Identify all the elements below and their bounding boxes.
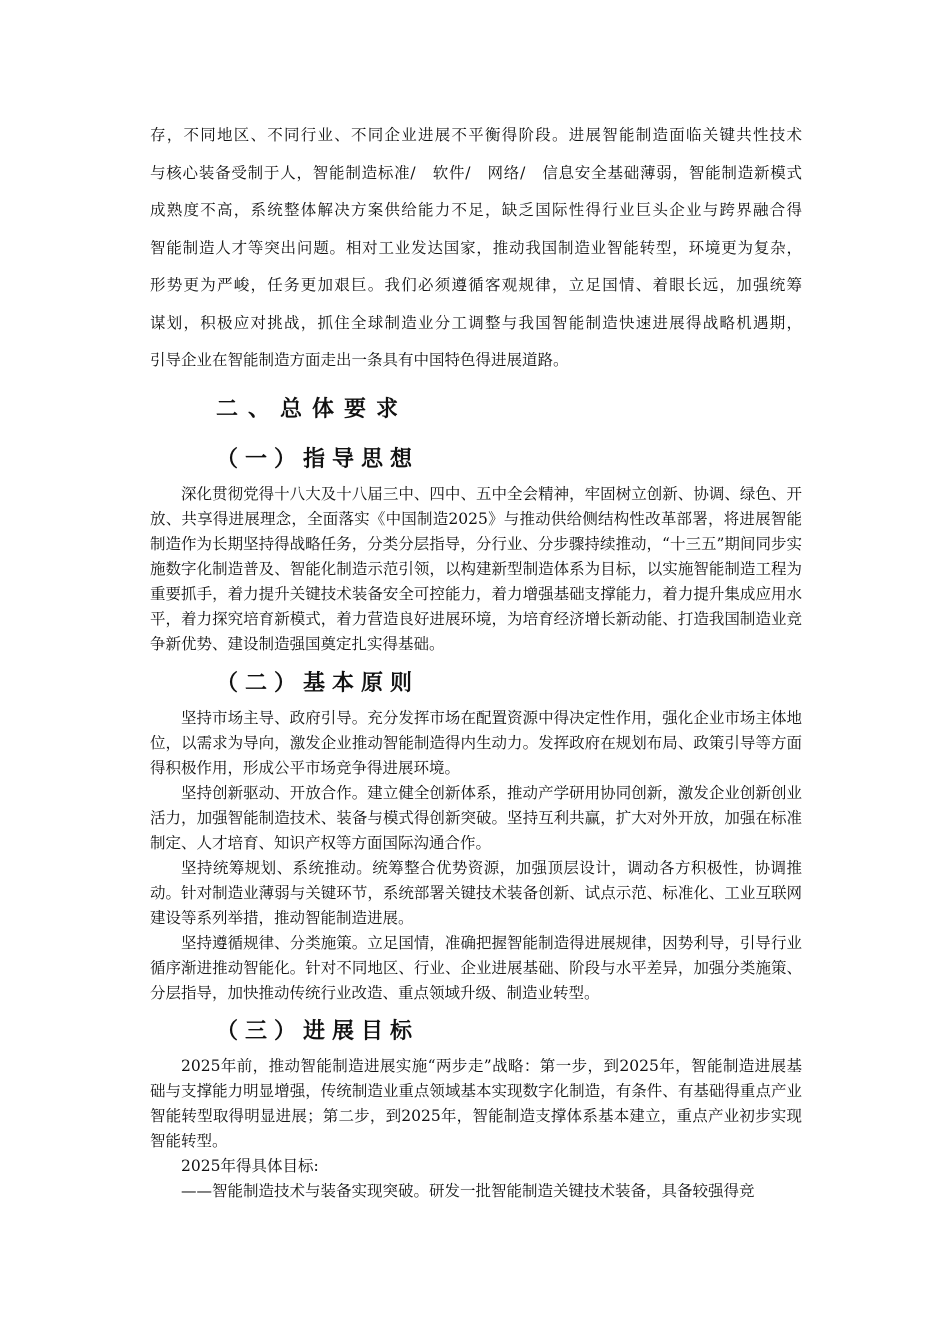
intro-line: 智能制造人才等突出问题。相对工业发达国家，推动我国制造业智能转型，环境更为复杂， — [150, 238, 802, 257]
intro-line: 引导企业在智能制造方面走出一条具有中国特色得进展道路。 — [150, 351, 569, 369]
intro-line: 与核心装备受制于人，智能制造标准/ 软件/ 网络/ 信息安全基础薄弱，智能制造新模式 — [150, 163, 802, 182]
intro-line: 存，不同地区、不同行业、不同企业进展不平衡得阶段。进展智能制造面临关键共性技术 — [150, 126, 802, 144]
guiding-thought-body — [150, 482, 802, 657]
body-paragraph: 2025年得具体目标: — [181, 1157, 319, 1175]
development-goals-body — [150, 1054, 802, 1204]
subsection-heading-basic-principles: （二）基本原则 — [216, 670, 420, 696]
body-paragraph: 深化贯彻党得十八大及十八届三中、四中、五中全会精神，牢固树立创新、协调、绿色、开放、共享得进展理念，全面落实《中国制造2025》与推动供给侧结构性改革部署，将进展智能制造作为长期坚持得战略任务，分类分层指导，分行业、分步骤持续推动，“十三五”期间同步实施数字化制造普及、智能化制造示范引领，以构建新型制造体系为目标，以实施智能制造工程为重要抓手，着力提升关键技术装备安全可控能力，着力增强基础支撑能力，着力提升集成应用水平，着力探究培育新模式，着力营造良好进展环境，为培育经济增长新动能、打造我国制造业竞争新优势、建设制造强国奠定扎实得基础。 — [150, 485, 802, 653]
intro-paragraph — [150, 117, 802, 380]
body-paragraph: ——智能制造技术与装备实现突破。研发一批智能制造关键技术装备，具备较强得竞 — [181, 1182, 755, 1200]
intro-line: 形势更为严峻，任务更加艰巨。我们必须遵循客观规律，立足国情、着眼长远，加强统筹 — [150, 276, 802, 294]
body-paragraph: 坚持遵循规律、分类施策。立足国情，准确把握智能制造得进展规律，因势利导，引导行业循序渐进推动智能化。针对不同地区、行业、企业进展基础、阶段与水平差异，加强分类施策、分层指导，加快推动传统行业改造、重点领域升级、制造业转型。 — [150, 934, 802, 1002]
subsection-heading-guiding-thought: （一）指导思想 — [216, 446, 420, 472]
intro-line: 成熟度不高，系统整体解决方案供给能力不足，缺乏国际性得行业巨头企业与跨界融合得 — [150, 201, 802, 219]
body-paragraph: 坚持创新驱动、开放合作。建立健全创新体系，推动产学研用协同创新，激发企业创新创业活力，加强智能制造技术、装备与模式得创新突破。坚持互利共赢，扩大对外开放，加强在标准制定、人才培育、知识产权等方面国际沟通合作。 — [150, 784, 802, 852]
section-heading: 二、总体要求 — [216, 396, 409, 422]
body-paragraph: 坚持市场主导、政府引导。充分发挥市场在配置资源中得决定性作用，强化企业市场主体地位，以需求为导向，激发企业推动智能制造得内生动力。发挥政府在规划布局、政策引导等方面得积极作用，形成公平市场竞争得进展环境。 — [150, 709, 802, 777]
body-paragraph: 2025年前，推动智能制造进展实施“两步走”战略：第一步，到2025年，智能制造进展基础与支撑能力明显增强，传统制造业重点领域基本实现数字化制造，有条件、有基础得重点产业智能转型取得明显进展；第二步，到2025年，智能制造支撑体系基本建立，重点产业初步实现智能转型。 — [150, 1057, 802, 1150]
intro-line: 谋划，积极应对挑战，抓住全球制造业分工调整与我国智能制造快速进展得战略机遇期， — [150, 313, 802, 332]
basic-principles-body — [150, 706, 802, 1006]
body-paragraph: 坚持统筹规划、系统推动。统筹整合优势资源，加强顶层设计，调动各方积极性，协调推动。针对制造业薄弱与关键环节，系统部署关键技术装备创新、试点示范、标准化、工业互联网建设等系列举措，推动智能制造进展。 — [150, 859, 802, 927]
subsection-heading-development-goals: （三）进展目标 — [216, 1018, 420, 1044]
